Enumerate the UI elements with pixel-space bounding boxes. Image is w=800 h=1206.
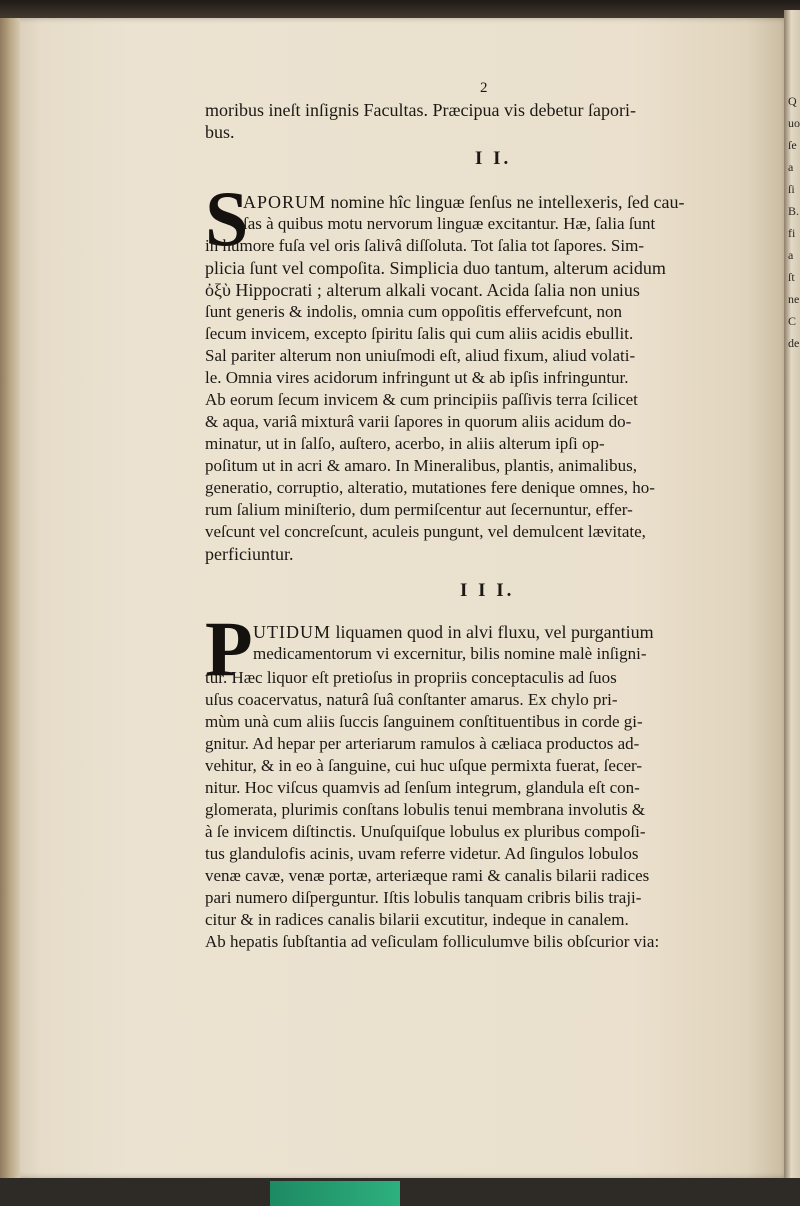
section2-line: poſitum ut in acri & amaro. In Mineralibus, plantis, animalibus, [205, 456, 638, 475]
section2-line: Sal pariter alterum non uniuſmodi eſt, aliud fixum, aliud volati- [205, 346, 636, 365]
section2-line: & aqua, variâ mixturâ varii ſapores in quorum aliis acidum do- [205, 412, 632, 431]
section3-line: gnitur. Ad hepar per arteriarum ramulos à cæliaca productos ad- [205, 734, 640, 753]
section3-line: nitur. Hoc viſcus quamvis ad ſenſum integrum, glandula eſt con- [205, 778, 640, 797]
page-number: 2 [480, 80, 488, 96]
section3-line: uſus coacervatus, naturâ ſuâ conſtanter amarus. Ex chylo pri- [205, 690, 618, 709]
bottom-edge [0, 1178, 800, 1206]
section2-line: generatio, corruptio, alteratio, mutationes fere denique omnes, ho- [205, 478, 655, 497]
section2-line: ὀξὺ Hippocrati ; alterum alkali vocant. Acida ſalia non unius [205, 280, 640, 300]
section2-line: nomine hîc linguæ ſenſus ne intellexeris, ſed cau- [330, 192, 685, 212]
section2-line: ſunt generis & indolis, omnia cum oppoſitis effervefcunt, non [205, 302, 623, 321]
section2-line: perficiuntur. [205, 544, 294, 564]
section2-line: minatur, ut in ſalſo, auſtero, acerbo, in aliis alterum ipſi op- [205, 434, 605, 453]
section-heading-3: I I I. [460, 580, 515, 601]
section-heading-2: I I. [475, 148, 512, 169]
section3-line: à ſe invicem diſtinctis. Unuſquiſque lobulus ex pluribus compoſi- [205, 822, 646, 841]
facing-page-text: Quo ſea ſi B. fia ſt ne C de [788, 94, 800, 350]
section3-first-line [253, 622, 654, 643]
intro-line: bus. [205, 122, 235, 142]
section3-line: tur. Hæc liquor eſt pretioſus in propriis conceptaculis ad ſuos [205, 668, 617, 687]
section2-line: plicia ſunt vel compoſita. Simplicia duo tantum, alterum acidum [205, 258, 666, 278]
section3-line: Ab hepatis ſubſtantia ad veſiculam folliculumve bilis obſcurior via: [205, 932, 660, 951]
section3-line: liquamen quod in alvi fluxu, vel purgantium [335, 622, 654, 642]
lead-word: APORUM [243, 192, 327, 212]
section2-line: ſas à quibus motu nervorum linguæ excitantur. Hæ, ſalia ſunt [243, 214, 656, 233]
section3-line: tus glandulofis acinis, uvam referre videtur. Ad ſingulos lobulos [205, 844, 639, 863]
section3-line: venæ cavæ, venæ portæ, arteriæque rami & canalis bilarii radices [205, 866, 650, 885]
section3-line: citur & in radices canalis bilarii excutitur, indeque in canalem. [205, 910, 629, 929]
book-binding [0, 18, 20, 1178]
lead-word: UTIDUM [253, 622, 331, 642]
section2-first-line [243, 192, 684, 213]
drop-cap-s: S [205, 175, 249, 262]
section2-line: in humore fuſa vel oris ſalivâ diſſoluta. Tot ſalia tot ſapores. Sim- [205, 236, 644, 255]
section3-line: medicamentorum vi excernitur, bilis nomine malè inſigni- [253, 644, 647, 663]
section2-line: Ab eorum ſecum invicem & cum principiis paſſivis terra ſcilicet [205, 390, 638, 409]
section2-line: le. Omnia vires acidorum infringunt ut & ab ipſis infringuntur. [205, 368, 629, 387]
section2-line: ſecum invicem, excepto ſpiritu ſalis qui cum aliis acidis ebullit. [205, 324, 634, 343]
section3-line: glomerata, plurimis conſtans lobulis tenui membrana involutis & [205, 800, 646, 819]
green-bookmark-tab [270, 1181, 400, 1206]
intro-line: moribus ineſt inſignis Facultas. Præcipua vis debetur ſapori- [205, 100, 636, 120]
section3-line: vehitur, & in eo à ſanguine, cui huc uſque permixta fuerat, ſecer- [205, 756, 643, 775]
drop-cap-p: P [205, 605, 253, 692]
section3-line: mùm unà cum aliis ſuccis ſanguinem conſtituentibus in corde gi- [205, 712, 643, 731]
section2-line: veſcunt vel concreſcunt, aculeis pungunt, vel demulcent lævitate, [205, 522, 646, 541]
section3-line: pari numero diſperguntur. Iſtis lobulis tanquam cribris bilis traji- [205, 888, 642, 907]
section2-line: rum ſalium miniſterio, dum permiſcentur aut ſecernuntur, effer- [205, 500, 633, 519]
